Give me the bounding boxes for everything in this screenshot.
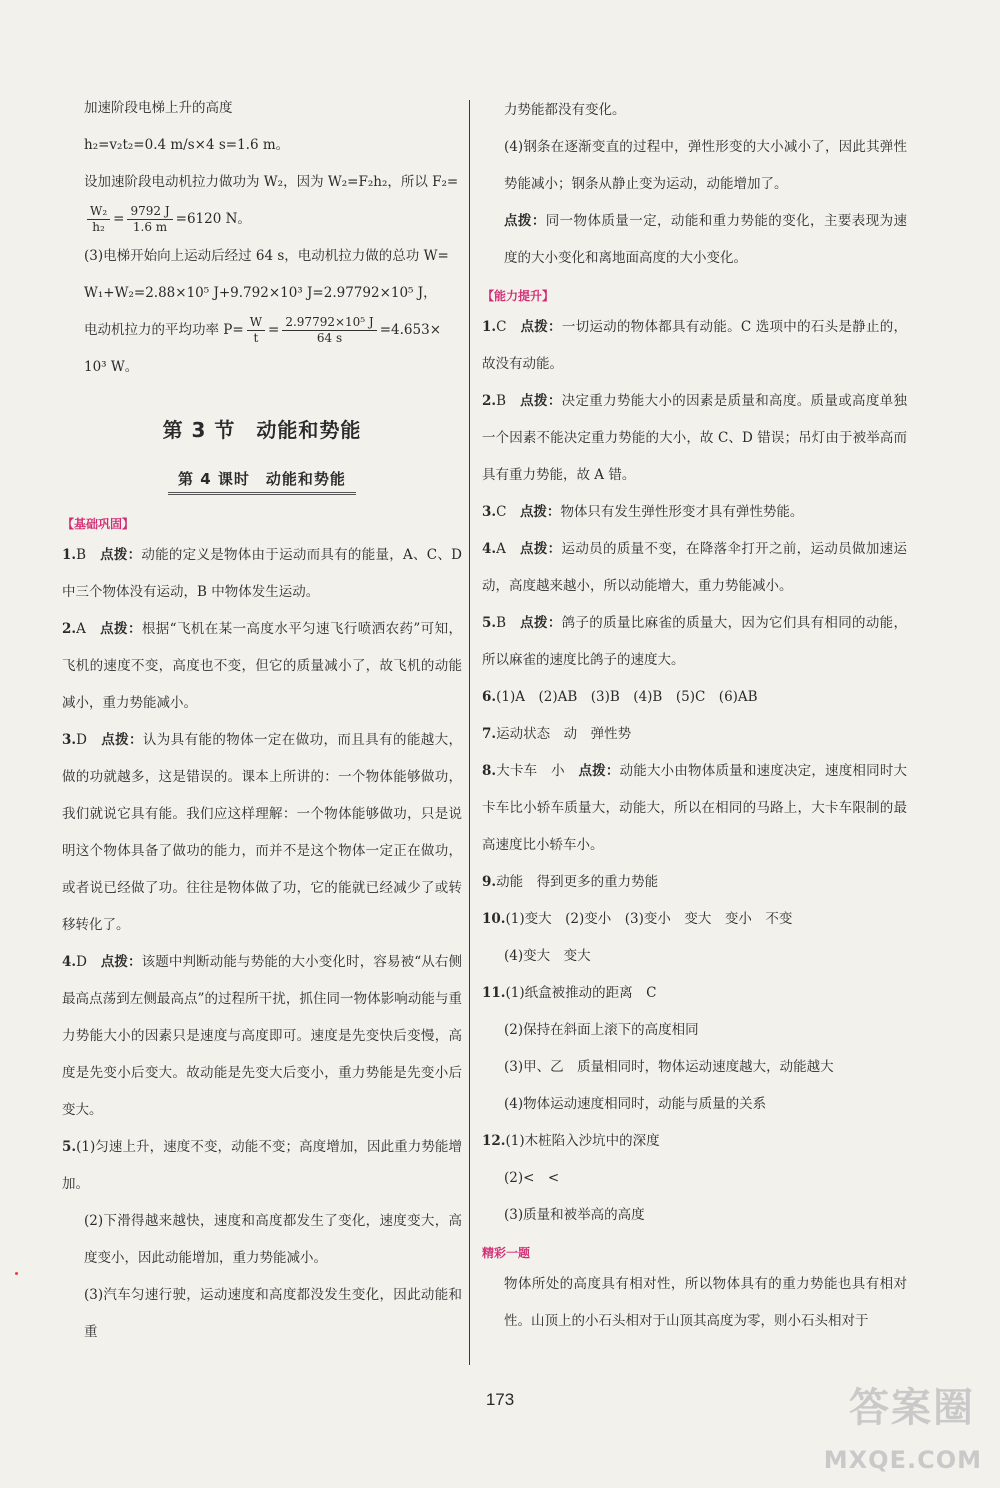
- explanation: 动能大小由物体质量和速度决定，速度相同时大卡车比小轿车质量大，动能大，所以在相同的马路上，大卡车限制的最高速度比小轿车小。: [482, 763, 908, 853]
- text-line: (2)< <: [504, 1170, 560, 1186]
- explanation: 动能的定义是物体由于运动而具有的能量，A、C、D 中三个物体没有运动，B 中物体发生运动。: [62, 547, 463, 600]
- explanation: 鸽子的质量比麻雀的质量大，因为它们具有相同的动能，所以麻雀的速度比鸽子的速度大。: [482, 615, 908, 668]
- formula-tail: =4.653×: [379, 322, 442, 338]
- answer-item: [62, 611, 462, 722]
- text-line: (4)钢条在逐渐变直的过程中，弹性形变的大小减小了，因此其弹性势能减小；钢条从静止变为运动，动能增加了。: [504, 139, 907, 192]
- text-line: 设加速阶段电动机拉力做功为 W₂，因为 W₂=F₂h₂，所以 F₂=: [84, 174, 459, 190]
- answer: B: [496, 393, 521, 409]
- answer-item: [62, 1129, 462, 1203]
- text-line: 10³ W。: [84, 359, 139, 375]
- answer-item: [62, 722, 462, 944]
- right-column: [482, 92, 907, 1340]
- answer: (1)A (2)AB (3)B (4)B (5)C (6)AB: [496, 689, 758, 705]
- answer: 动能 得到更多的重力势能: [496, 874, 659, 890]
- watermark-logo-text: 答案圈: [849, 1385, 975, 1431]
- explanation: 该题中判断动能与势能的大小变化时，容易被“从右侧最高点荡到左侧最高点”的过程所干扰，抓住同一物体影响动能与重力势能大小的因素只是速度与高度即可。速度是先变快后变慢，高度是先变小后变大。故动能是先变大后变小，重力势能是先变小后变大。: [62, 954, 463, 1118]
- answer-item: [482, 975, 907, 1012]
- explanation: 物体只有发生弹性形变才具有弹性势能。: [560, 504, 804, 520]
- text-line: (4)物体运动速度相同时，动能与质量的关系: [504, 1096, 767, 1112]
- answer-item: [482, 531, 907, 605]
- answer: B: [496, 615, 521, 631]
- denominator: 64 s: [316, 331, 343, 345]
- answer: D: [76, 732, 102, 748]
- numerator: 9792 J: [127, 204, 172, 220]
- fraction: [282, 315, 376, 346]
- explanation: 决定重力势能大小的因素是质量和高度。质量或高度单独一个因素不能决定重力势能的大小，故 C、D 错误；吊灯由于被举高而具有重力势能，故 A 错。: [482, 393, 908, 483]
- text-line: 力势能都没有变化。: [504, 102, 626, 118]
- item-number: 1.: [62, 547, 77, 563]
- numerator: W: [247, 315, 265, 331]
- hint-label: 点拨：: [520, 615, 562, 631]
- text-line: 物体所处的高度具有相对性，所以物体具有的重力势能也具有相对性。山顶上的小石头相对于山顶其高度为零，则小石头相对于: [504, 1276, 907, 1329]
- hint-label: 点拨：: [578, 763, 620, 779]
- text-line: W₁+W₂=2.88×10⁵ J+9.792×10³ J=2.97792×10⁵ J，: [84, 285, 437, 301]
- hint-label: 点拨：: [101, 732, 143, 748]
- item-number: 2.: [62, 621, 77, 637]
- answer: B: [76, 547, 101, 563]
- answer-item: [482, 716, 907, 753]
- explanation: 运动员的质量不变，在降落伞打开之前，运动员做加速运动，高度越来越小，所以动能增大，重力势能减小。: [482, 541, 908, 594]
- denominator: h₂: [92, 220, 105, 234]
- denominator: t: [253, 331, 259, 345]
- numerator: 2.97792×10⁵ J: [282, 315, 376, 331]
- item-number: 2.: [482, 393, 497, 409]
- answer-item: [482, 494, 907, 531]
- column-divider: [469, 100, 470, 1365]
- hint-label: 点拨：: [520, 393, 562, 409]
- text-line: (4)变大 变大: [504, 948, 591, 964]
- item-number: 3.: [482, 504, 497, 520]
- hint-label: 点拨：: [519, 504, 561, 520]
- explanation: (1)匀速上升，速度不变，动能不变；高度增加，因此重力势能增加。: [62, 1139, 462, 1192]
- item-number: 1.: [482, 319, 497, 335]
- formula-tail: =6120 N。: [175, 211, 251, 227]
- text-line: (3)电梯开始向上运动后经过 64 s，电动机拉力做的总功 W=: [84, 248, 449, 264]
- explanation: 同一物体质量一定，动能和重力势能的变化，主要表现为速度的大小变化和离地面高度的大小变化。: [504, 213, 908, 266]
- answer-item: [482, 1123, 907, 1160]
- fraction: [127, 204, 172, 235]
- answer-item: [482, 679, 907, 716]
- item-number: 10.: [482, 911, 506, 927]
- answer: D: [76, 954, 101, 970]
- item-number: 5.: [482, 615, 497, 631]
- lesson-title: 第 4 课时 动能和势能: [168, 465, 356, 495]
- answer: C: [496, 319, 521, 335]
- hint-label: 点拨：: [520, 541, 562, 557]
- explanation: 根据“飞机在某一高度水平匀速飞行喷洒农药”可知，飞机的速度不变，高度也不变，但它的质量减小了，故飞机的动能减小，重力势能减小。: [62, 621, 462, 711]
- page-number: 173: [485, 1390, 515, 1409]
- text-line: (3)质量和被举高的高度: [504, 1207, 645, 1223]
- item-number: 4.: [482, 541, 497, 557]
- answer-item: [482, 901, 907, 938]
- hint-label: 点拨：: [100, 954, 142, 970]
- text-line: (3)汽车匀速行驶，运动速度和高度都没发生变化，因此动能和重: [84, 1287, 462, 1340]
- explanation: 认为具有能的物体一定在做功，而且具有的能越大，做的功就越多，这是错误的。课本上所讲的：一个物体能够做功，我们就说它具有能。我们应这样理解：一个物体能够做功，只是说明这个物体具备了做功的能力，而并不是这个物体一定正在做功，或者说已经做了功。往往是物体做了功，它的能就已经减少了或转移转化了。: [62, 732, 463, 933]
- answer-item: [62, 537, 462, 611]
- text-line: (2)下滑得越来越快，速度和高度都发生了变化，速度变大，高度变小，因此动能增加，重力势能减小。: [84, 1213, 462, 1266]
- hint-line: [482, 203, 907, 277]
- text-line: (2)保持在斜面上滚下的高度相同: [504, 1022, 699, 1038]
- hint-label: 点拨：: [504, 213, 546, 229]
- item-number: 7.: [482, 726, 497, 742]
- item-number: 5.: [62, 1139, 77, 1155]
- watermark-url: MXQE.COM: [823, 1446, 982, 1474]
- explanation: 一切运动的物体都具有动能。C 选项中的石头是静止的，故没有动能。: [482, 319, 908, 372]
- tag-exciting: 精彩一题: [482, 1246, 531, 1260]
- answer-item: [482, 605, 907, 679]
- answer: (1)木桩陷入沙坑中的深度: [505, 1133, 660, 1149]
- hint-label: 点拨：: [520, 319, 562, 335]
- answer: (1)纸盒被推动的距离 C: [505, 985, 657, 1001]
- answer-item: [482, 383, 907, 494]
- left-column: [62, 90, 462, 1351]
- hint-label: 点拨：: [100, 547, 142, 563]
- answer: A: [76, 621, 101, 637]
- item-number: 6.: [482, 689, 497, 705]
- item-number: 12.: [482, 1133, 506, 1149]
- formula-line: [62, 312, 462, 349]
- answer-item: [482, 753, 907, 864]
- numerator: W₂: [87, 204, 110, 220]
- answer-item: [482, 864, 907, 901]
- answer: A: [496, 541, 521, 557]
- tag-ability: 【能力提升】: [482, 289, 555, 303]
- answer-item: [62, 944, 462, 1129]
- item-number: 9.: [482, 874, 497, 890]
- formula-head: 电动机拉力的平均功率 P=: [84, 322, 244, 338]
- text-line: h₂=v₂t₂=0.4 m/s×4 s=1.6 m。: [84, 137, 290, 153]
- item-number: 8.: [482, 763, 497, 779]
- print-speck: [15, 1272, 18, 1275]
- section-title: 第 3 节 动能和势能: [162, 418, 362, 442]
- answer: 运动状态 动 弹性势: [496, 726, 632, 742]
- equals: =: [113, 211, 125, 227]
- item-number: 11.: [482, 985, 506, 1001]
- fraction: [247, 315, 265, 346]
- denominator: 1.6 m: [132, 220, 168, 234]
- answer: C: [496, 504, 520, 520]
- answer: 大卡车 小: [496, 763, 579, 779]
- hint-label: 点拨：: [100, 621, 142, 637]
- answer: (1)变大 (2)变小 (3)变小 变大 变小 不变: [505, 911, 793, 927]
- item-number: 4.: [62, 954, 77, 970]
- fraction: [87, 204, 110, 235]
- formula-line: [62, 201, 462, 238]
- text-line: 加速阶段电梯上升的高度: [84, 100, 233, 116]
- item-number: 3.: [62, 732, 77, 748]
- tag-basic: 【基础巩固】: [62, 517, 135, 531]
- text-line: (3)甲、乙 质量相同时，物体运动速度越大，动能越大: [504, 1059, 834, 1075]
- answer-item: [482, 309, 907, 383]
- equals: =: [268, 322, 280, 338]
